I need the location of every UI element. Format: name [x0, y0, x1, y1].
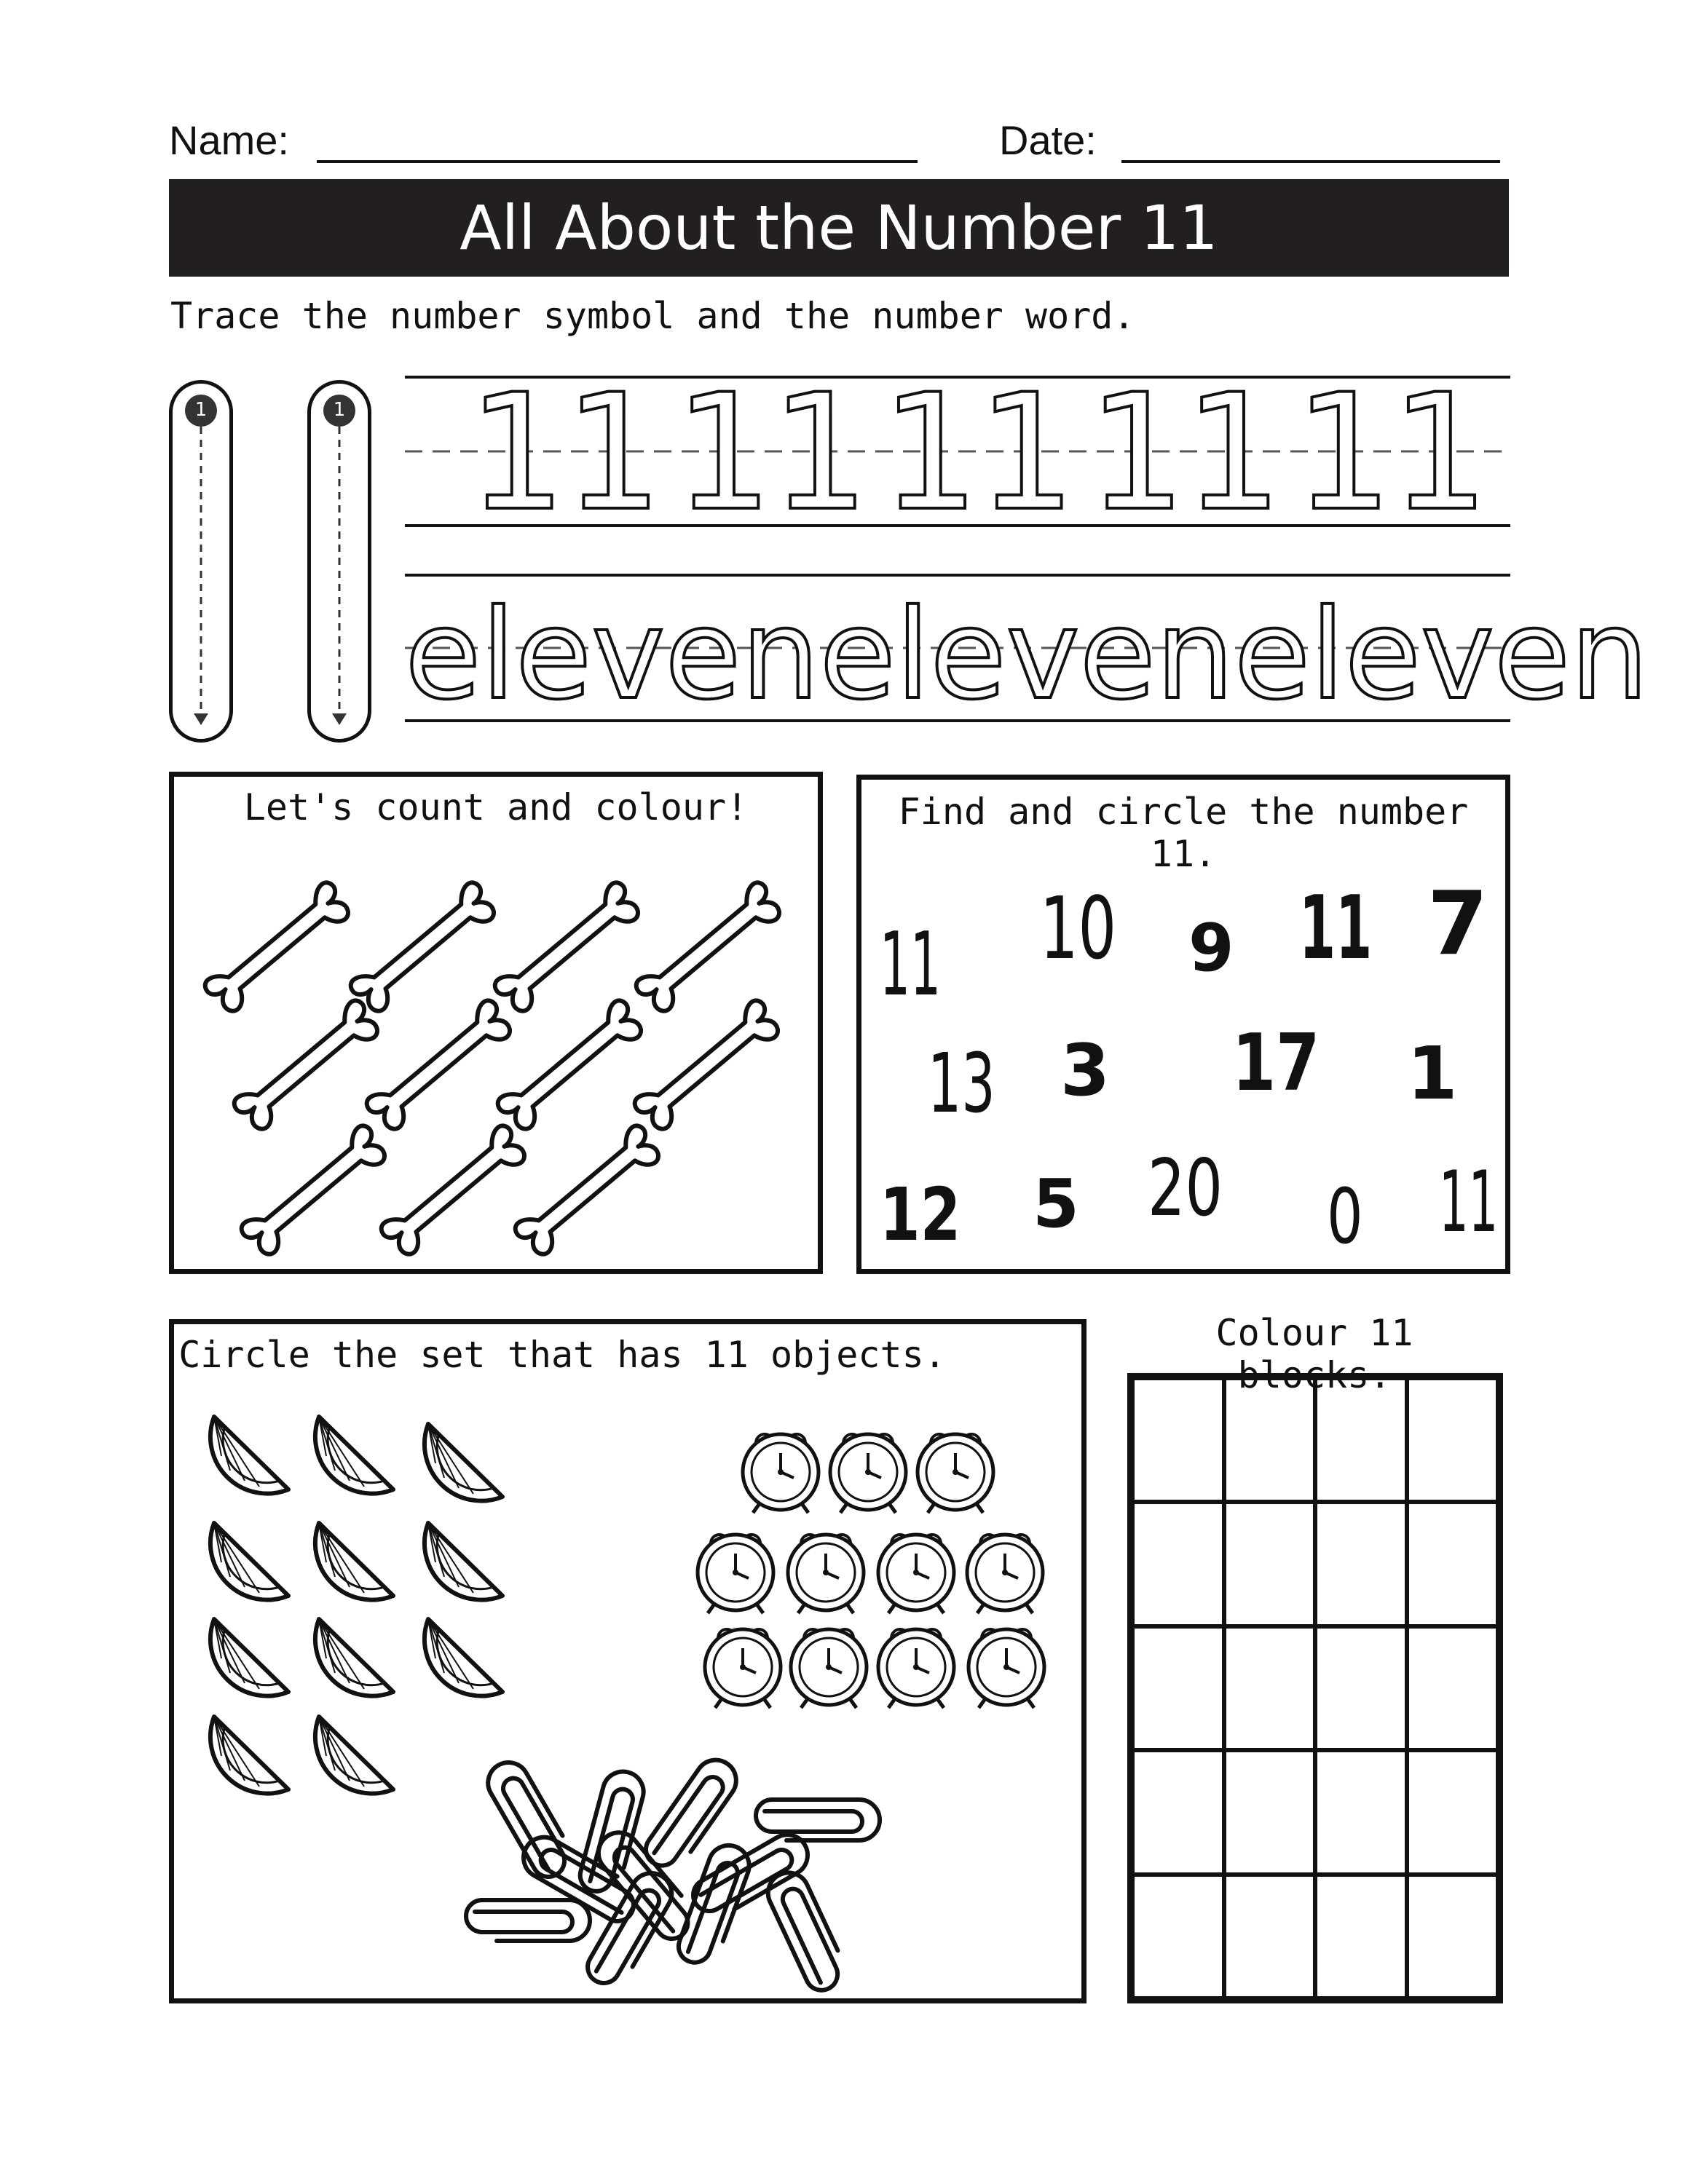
traced-word: eleven — [405, 583, 820, 727]
block-cell[interactable] — [1224, 1875, 1316, 1998]
find-number[interactable]: 10 — [1040, 878, 1117, 978]
traced-number: 11 — [466, 360, 659, 546]
block-cell[interactable] — [1315, 1875, 1407, 1998]
set-heading: Circle the set that has 11 objects. — [178, 1334, 946, 1376]
block-cell[interactable] — [1407, 1875, 1499, 1998]
name-label: Name: — [169, 117, 289, 163]
paper-clip-icon — [639, 1752, 744, 1877]
block-cell[interactable] — [1224, 1502, 1316, 1626]
find-number[interactable]: 13 — [928, 1037, 995, 1131]
block-cell[interactable] — [1132, 1750, 1224, 1874]
alarm-clock-icon — [705, 1629, 781, 1708]
block-cell[interactable] — [1407, 1378, 1499, 1502]
block-cell[interactable] — [1407, 1626, 1499, 1750]
alarm-clock-icon — [743, 1434, 819, 1513]
traced-word: eleven — [819, 583, 1234, 727]
block-cell[interactable] — [1132, 1875, 1224, 1998]
orange-slice-icon — [210, 1523, 288, 1600]
count-heading: Let's count and colour! — [243, 786, 749, 828]
orange-slice-icon — [315, 1717, 393, 1794]
find-number[interactable]: 0 — [1327, 1172, 1363, 1261]
block-cell[interactable] — [1315, 1626, 1407, 1750]
alarm-clock-icon — [830, 1434, 906, 1513]
traced-number: 11 — [1293, 360, 1486, 546]
blocks-heading: Colour 11 blocks. — [1215, 1312, 1413, 1396]
orange-slice-icon — [210, 1619, 288, 1696]
blocks-grid — [1127, 1373, 1503, 2003]
traced-number: 11 — [1086, 360, 1279, 546]
find-number[interactable]: 11 — [1299, 878, 1373, 979]
paper-clip-icon — [481, 1755, 577, 1883]
start-number-2: 1 — [333, 399, 346, 421]
block-cell[interactable] — [1315, 1750, 1407, 1874]
find-heading: Find and circle the number 11. — [898, 791, 1469, 875]
block-cell[interactable] — [1132, 1378, 1224, 1502]
find-number[interactable]: 9 — [1188, 910, 1234, 986]
find-number[interactable]: 11 — [1439, 1153, 1499, 1251]
find-number[interactable]: 20 — [1148, 1143, 1223, 1234]
alarm-clock-icon — [698, 1535, 773, 1613]
alarm-clock-icon — [878, 1629, 954, 1708]
find-number[interactable]: 1 — [1407, 1031, 1458, 1116]
orange-slice-icon — [315, 1619, 393, 1696]
block-cell[interactable] — [1224, 1626, 1316, 1750]
find-number[interactable]: 17 — [1232, 1018, 1320, 1109]
find-number[interactable]: 11 — [880, 914, 941, 1016]
find-number[interactable]: 5 — [1033, 1165, 1080, 1243]
find-number[interactable]: 7 — [1427, 874, 1488, 975]
traced-number: 11 — [672, 360, 866, 546]
orange-slice-icon — [425, 1523, 502, 1600]
orange-slice-icon — [425, 1619, 502, 1696]
page-title: All About the Number 11 — [169, 179, 1509, 277]
block-cell[interactable] — [1407, 1502, 1499, 1626]
alarm-clock-icon — [969, 1629, 1044, 1708]
block-cell[interactable] — [1224, 1378, 1316, 1502]
block-cell[interactable] — [1132, 1502, 1224, 1626]
alarm-clock-icon — [878, 1535, 954, 1613]
date-label: Date: — [999, 117, 1097, 163]
traced-number: 11 — [879, 360, 1073, 546]
block-cell[interactable] — [1407, 1750, 1499, 1874]
block-cell[interactable] — [1224, 1750, 1316, 1874]
paper-clip-icon — [582, 1866, 679, 1993]
alarm-clock-icon — [788, 1535, 864, 1613]
orange-slice-icon — [315, 1523, 393, 1600]
alarm-clock-icon — [918, 1434, 993, 1513]
find-number[interactable]: 12 — [880, 1172, 961, 1257]
trace-instruction: Trace the number symbol and the number word. — [170, 295, 1135, 337]
paper-clip-icon — [466, 1900, 590, 1941]
traced-word: eleven — [1234, 583, 1649, 727]
block-cell[interactable] — [1315, 1502, 1407, 1626]
paper-clip-icon — [756, 1800, 880, 1840]
alarm-clock-icon — [967, 1535, 1043, 1613]
alarm-clock-icon — [791, 1629, 867, 1708]
orange-slice-icon — [425, 1424, 502, 1501]
block-cell[interactable] — [1132, 1626, 1224, 1750]
orange-slice-icon — [210, 1717, 288, 1794]
find-number[interactable]: 3 — [1060, 1029, 1111, 1112]
start-number-1: 1 — [194, 399, 208, 421]
orange-slice-icon — [315, 1417, 393, 1494]
block-cell[interactable] — [1315, 1378, 1407, 1502]
orange-slice-icon — [210, 1417, 288, 1494]
